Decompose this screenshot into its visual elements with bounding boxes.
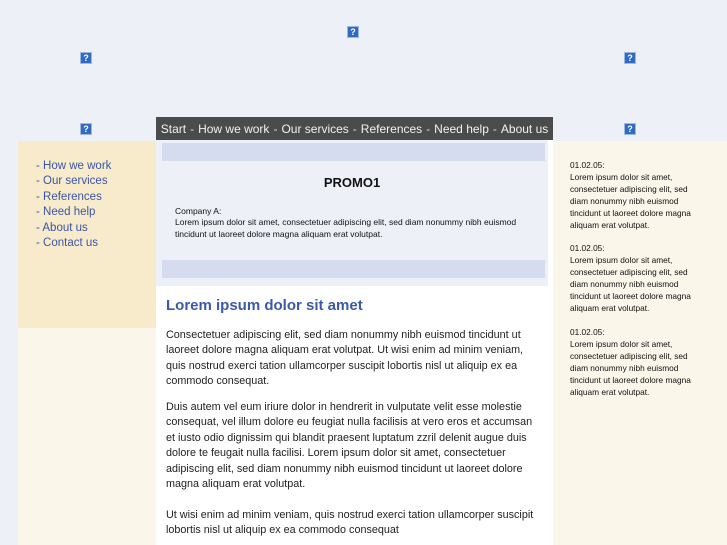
nav-start[interactable]: Start: [160, 121, 187, 136]
nav-separator: -: [426, 121, 431, 136]
nav-separator: -: [273, 121, 278, 136]
left-column: [18, 141, 156, 545]
main-paragraph: Consectetuer adipiscing elit, sed diam nonummy nibh euismod tincidunt ut laoreet dolore magna aliquam erat volutpat. Ut wisi enim ad minim veniam, quis nostrud exerci tation ullamcorper suscipit lobortis nisl ut aliquip ex ea commodo consequat.: [166, 329, 524, 388]
promo-text: Lorem ipsum dolor sit amet, consectetuer adipiscing elit, sed diam nonummy nibh euismod tincidunt ut laoreet dolore magna aliquam erat volutpat.: [175, 217, 517, 239]
side-menu-item-references[interactable]: - References: [36, 190, 102, 203]
main-paragraph: Duis autem vel eum iriure dolor in hendrerit in vulputate velit esse molestie consequat, vel illum dolore eu feugiat nulla facilisis at vero eros et accumsan et iusto odio dignissim qui blandit praesent luptatum zzril delenit augue duis dolore te feugait nulla facilisi. Lorem ipsum dolor sit amet, consectetuer adipiscing elit, sed diam nonummy nibh euismod tincidunt ut laoreet dolore magna aliquam erat volutpat.: [166, 401, 533, 491]
news-text: Lorem ipsum dolor sit amet, consectetuer adipiscing elit, sed diam nonummy nibh euismod tincidunt ut laoreet dolore magna aliquam erat volutpat.: [570, 255, 691, 313]
main-heading: Lorem ipsum dolor sit amet: [166, 297, 363, 314]
news-item: [570, 242, 698, 314]
news-text: Lorem ipsum dolor sit amet, consectetuer adipiscing elit, sed diam nonummy nibh euismod tincidunt ut laoreet dolore magna aliquam erat volutpat.: [570, 172, 691, 230]
broken-image-icon: ?: [80, 123, 92, 135]
nav-separator: -: [190, 121, 195, 136]
side-menu-item-about-us[interactable]: - About us: [36, 221, 88, 234]
news-date: 01.02.05:: [570, 243, 605, 253]
promo-bottom-bar: [162, 260, 545, 278]
promo-title: PROMO1: [323, 175, 381, 190]
nav-separator: -: [492, 121, 497, 136]
main-content: [156, 140, 553, 545]
news-column: [553, 141, 727, 545]
side-menu-item-our-services[interactable]: - Our services: [36, 175, 108, 188]
news-text: Lorem ipsum dolor sit amet, consectetuer adipiscing elit, sed diam nonummy nibh euismod tincidunt ut laoreet dolore magna aliquam erat volutpat.: [570, 339, 691, 397]
broken-image-icon: ?: [80, 52, 92, 64]
side-menu: [18, 141, 156, 328]
news-item: [570, 159, 698, 231]
broken-image-icon: ?: [624, 52, 636, 64]
side-menu-item-need-help[interactable]: - Need help: [36, 206, 96, 219]
nav-separator: -: [352, 121, 357, 136]
news-date: 01.02.05:: [570, 327, 605, 337]
news-item: [570, 326, 698, 398]
side-menu-item-how-we-work[interactable]: - How we work: [36, 160, 112, 172]
nav-about-us[interactable]: About us: [500, 121, 549, 136]
news-date: 01.02.05:: [570, 160, 605, 170]
main-paragraph: Ut wisi enim ad minim veniam, quis nostrud exerci tation ullamcorper suscipit lobortis nisl ut aliquip ex ea commodo consequat: [166, 509, 534, 537]
nav-our-services[interactable]: Our services: [281, 121, 349, 136]
nav-how-we-work[interactable]: How we work: [198, 121, 270, 136]
side-menu-item-contact-us[interactable]: - Contact us: [36, 237, 98, 250]
promo-top-bar: [162, 143, 545, 161]
broken-image-icon: ?: [624, 123, 636, 135]
broken-image-icon: ?: [347, 26, 359, 38]
promo-company: Company A:: [175, 206, 222, 216]
nav-need-help[interactable]: Need help: [434, 121, 489, 136]
promo-box: [156, 140, 548, 286]
top-navigation: [156, 117, 553, 140]
nav-references[interactable]: References: [360, 121, 423, 136]
